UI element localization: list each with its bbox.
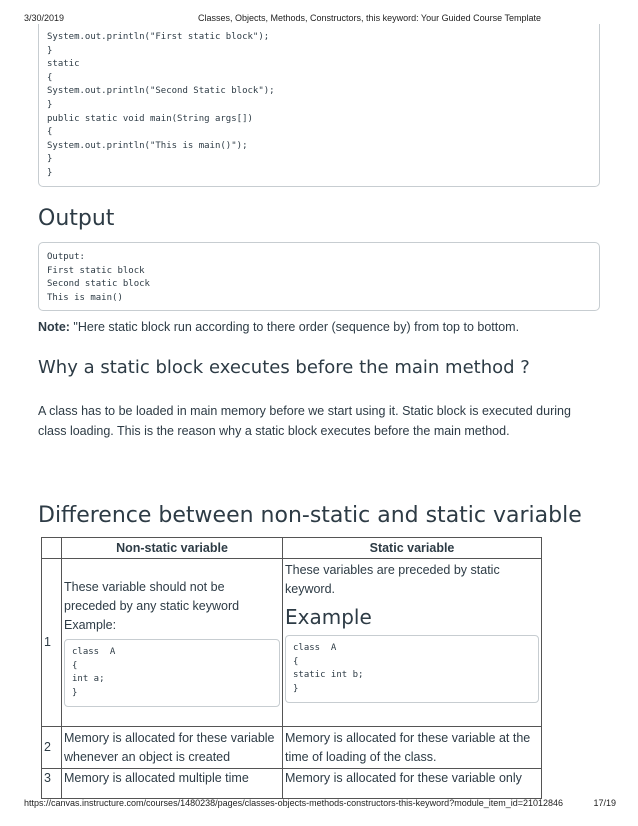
static-code-text: class A { static int b; } [293,643,364,694]
why-paragraph: A class has to be loaded in main memory before we start using it. Static block is executed during class loading. This is the reason why a static block executes before the main method. [38,404,571,438]
table-header-nonstatic: Non-static variable [62,538,283,559]
static-example-heading: Example [285,605,372,629]
static-cell [283,559,542,727]
row-number: 3 [42,769,62,799]
static-description: These variables are preceded by static keyword. [285,563,500,596]
why-heading: Why a static block executes before the main method ? [38,357,530,378]
print-footer [0,796,638,816]
nonstatic-cell: Memory is allocated multiple time [62,769,283,799]
static-cell: Memory is allocated for these variable at the time of loading of the class. [283,727,542,769]
row-number: 1 [42,559,62,727]
print-url: https://canvas.instructure.com/courses/1480238/pages/classes-objects-methods-constructors-this-keyword?module_item_id=21012846 [24,798,564,808]
table-row [42,769,542,799]
print-page-number: 17/19 [593,798,616,808]
print-header [0,0,638,24]
table-header-static: Static variable [283,538,542,559]
table-header-num [42,538,62,559]
code-block-output [38,242,600,311]
nonstatic-description: These variable should not be preceded by any static keyword Example: [64,580,240,632]
code-output-text: Output: First static block Second static block This is main() [47,252,150,303]
note-paragraph [38,320,519,334]
output-heading: Output [38,206,115,231]
note-label: Note: [38,320,70,334]
static-cell: Memory is allocated for these variable only [283,769,542,799]
table-header-row [42,538,542,559]
code-main-text: System.out.println("First static block"); } static { System.out.println("Second Static block"); } public static void main(String args[]) { System.out.println("This is main()"); } } [47,32,275,178]
nonstatic-code-block [64,639,280,707]
nonstatic-code-text: class A { int a; } [72,647,116,698]
code-block-main [38,24,600,187]
table-row [42,727,542,769]
print-date: 3/30/2019 [24,13,65,23]
row-number: 2 [42,727,62,769]
print-page-title: Classes, Objects, Methods, Constructors, this keyword: Your Guided Course Template [198,13,541,23]
difference-heading: Difference between non-static and static variable [38,503,582,528]
static-code-block [285,635,539,703]
nonstatic-cell: Memory is allocated for these variable whenever an object is created [62,727,283,769]
table-row [42,559,542,727]
note-text: "Here static block run according to there order (sequence by) from top to bottom. [69,320,520,334]
comparison-table [41,537,542,799]
nonstatic-cell [62,559,283,727]
